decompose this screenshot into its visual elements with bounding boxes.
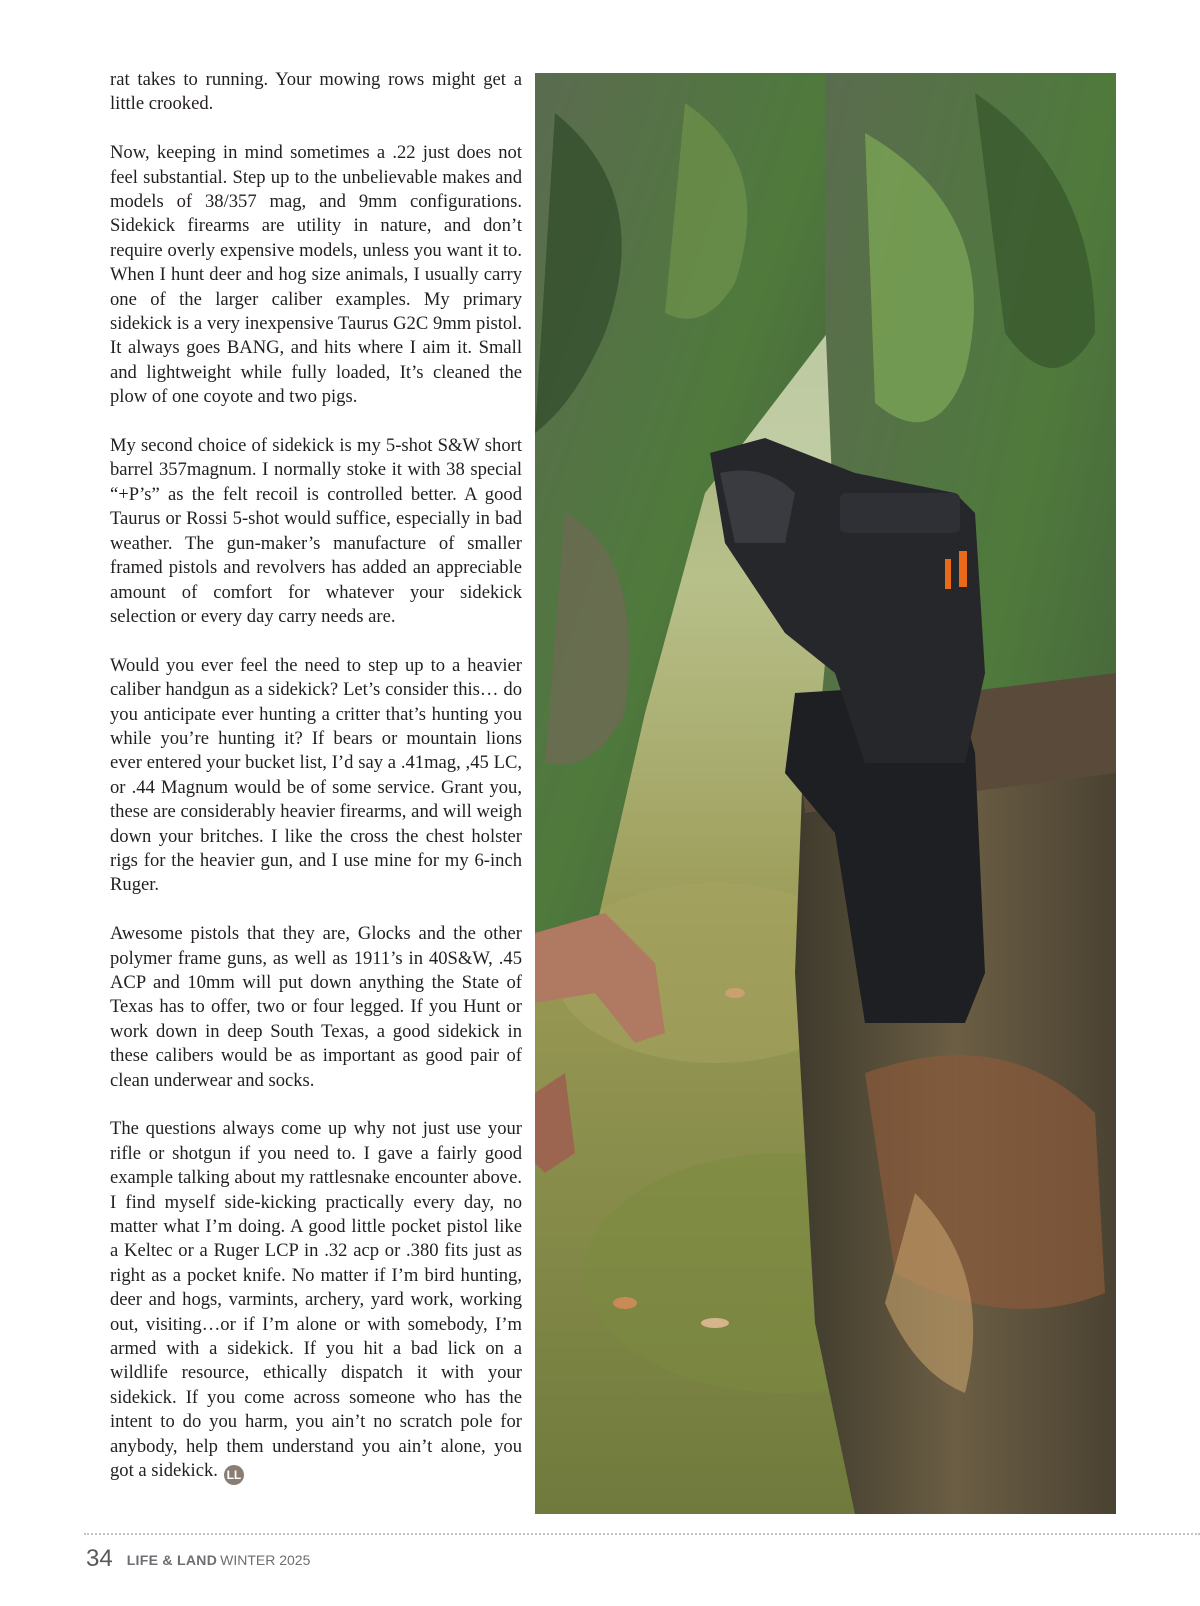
magazine-name: LIFE & LAND (126, 1552, 218, 1568)
footer-divider (84, 1533, 1200, 1535)
article-paragraph-5: Awesome pistols that they are, Glocks and the other polymer frame guns, as well as 1911’s in 40S&W, .45 ACP and 10mm will put down anything the State of Texas has to offer, two or four legged. If you Hunt or work down in deep South Texas, a good sidekick in these calibers would be as important as good pair of clean underwear and socks. (110, 923, 522, 1091)
article-body (110, 68, 522, 1509)
article-paragraph-1: rat takes to running. Your mowing rows might get a little crooked. (110, 69, 522, 115)
article-paragraph-3: My second choice of sidekick is my 5-shot S&W short barrel 357magnum. I normally stoke it with 38 special “+P’s” as the felt recoil is controlled better. A good Taurus or Rossi 5-shot would suffice, especially in bad weather. The gun-maker’s manufacture of smaller framed pistols and revolvers has added an appreciable amount of comfort for whatever your sidekick selection or every day carry needs are. (110, 435, 522, 627)
issue-label: WINTER 2025 (220, 1552, 311, 1568)
article-paragraph-4: Would you ever feel the need to step up to a heavier caliber handgun as a sidekick? Let’s consider this… do you anticipate ever hunting a critter that’s hunting you while you’re hunting it? If bears or mountain lions ever entered your bucket list, I’d say a .41mag, ,45 LC, or .44 Magnum would be of some service. Grant you, these are considerably heavier firearms, and will weigh down your britches. I like the cross the chest holster rigs for the heavier gun, and I use mine for my 6-inch Ruger. (110, 654, 522, 896)
page-number: 34 (86, 1545, 113, 1572)
holstered-pistol-photo-icon (535, 73, 1116, 1514)
article-photo (535, 73, 1116, 1514)
end-of-article-icon: LL (224, 1465, 244, 1485)
article-paragraph-2: Now, keeping in mind sometimes a .22 just does not feel substantial. Step up to the unbelievable makes and models of 38/357 mag, and 9mm configurations. Sidekick firearms are utility in nature, and don’t require overly expensive models, unless you want it to. When I hunt deer and hog size animals, I usually carry one of the larger caliber examples. My primary sidekick is a very inexpensive Taurus G2C 9mm pistol. It always goes BANG, and hits where I aim it. Small and lightweight while fully loaded, It’s cleaned the plow of one coyote and two pigs. (110, 142, 522, 408)
article-paragraph-6 (110, 1117, 522, 1485)
article-paragraph-6-text: The questions always come up why not just use your rifle or shotgun if you need to. I gave a fairly good example talking about my rattlesnake encounter above. I find myself side-kicking practically every day, no matter what I’m doing. A good little pocket pistol like a Keltec or a Ruger LCP in .32 acp or .380 fits just as right as a pocket knife. No matter if I’m bird hunting, deer and hogs, varmints, archery, yard work, working out, visiting…or if I’m alone or with somebody, I’m armed with a sidekick. If you hit a bad lick on a wildlife resource, ethically dispatch it with your sidekick. If you come across someone who has the intent to do you harm, you ain’t no scratch pole for anybody, help them understand you ain’t alone, you got a sidekick. (110, 1118, 522, 1482)
page-footer (86, 1545, 310, 1573)
